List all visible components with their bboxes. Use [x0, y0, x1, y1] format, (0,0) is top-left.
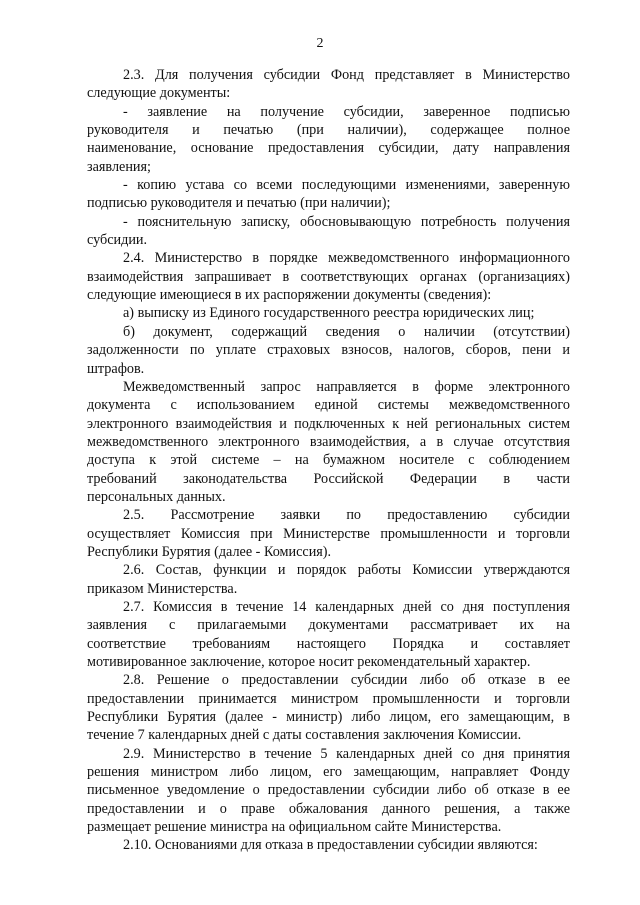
item-a-registry-extract	[87, 304, 570, 322]
text-line: письменное уведомление о предоставлении субсидии либо об отказе в ее	[87, 782, 570, 799]
para-2-7	[87, 598, 570, 671]
text-line: электронного взаимодействия и подключенных к ней региональных систем	[87, 415, 570, 432]
text-line: - пояснительную записку, обосновывающую потребность получения	[123, 213, 570, 230]
para-2-10	[87, 836, 570, 854]
text-line: 2.4. Министерство в порядке межведомственного информационного	[123, 250, 570, 267]
para-2-9	[87, 745, 570, 837]
text-line: б) документ, содержащий сведения о наличии (отсутствии)	[123, 323, 570, 340]
text-line: осуществляет Комиссия при Министерстве промышленности и торговли	[87, 525, 570, 542]
text-line: требований законодательства Российской Федерации в части	[87, 470, 570, 487]
text-line: следующие документы:	[87, 85, 231, 102]
text-line: Республики Бурятия (далее - министр) либо лицом, его замещающим, в	[87, 709, 570, 726]
text-line: а) выписку из Единого государственного реестра юридических лиц;	[123, 305, 535, 322]
text-line: размещает решение министра на официальном сайте Министерства.	[87, 819, 502, 836]
text-line: 2.9. Министерство в течение 5 календарных дней со дня принятия	[123, 745, 570, 762]
text-line: штрафов.	[87, 360, 145, 377]
text-line: мотивированное заключение, которое носит рекомендательный характер.	[87, 654, 531, 670]
page-number: 2	[316, 36, 324, 51]
text-line: следующие имеющиеся в их распоряжении документы (сведения):	[87, 287, 492, 304]
text-line: доступа к этой системе – на бумажном носителе с соблюдением	[87, 452, 570, 469]
para-2-4	[87, 249, 570, 304]
text-line: течение 7 календарных дней с даты составления заключения Комиссии.	[87, 727, 522, 744]
para-2-6	[87, 561, 570, 598]
text-line: руководителя и печатью (при наличии), содержащее полное	[87, 122, 570, 139]
para-2-5	[87, 506, 570, 561]
text-line: 2.6. Состав, функции и порядок работы Комиссии утверждаются	[123, 562, 570, 579]
text-line: 2.3. Для получения субсидии Фонд представляет в Министерство	[123, 67, 570, 83]
para-2-3	[87, 66, 570, 103]
para-interagency-request	[87, 378, 570, 506]
item-application	[87, 103, 570, 176]
text-line: соответствие требованиям настоящего Порядка и составляет	[87, 635, 570, 652]
item-b-debt-document	[87, 323, 570, 378]
text-line: документа с использованием единой системы межведомственного	[87, 397, 570, 414]
text-line: Республики Бурятия (далее - Комиссия).	[87, 543, 332, 560]
para-2-8	[87, 671, 570, 744]
text-line: приказом Министерства.	[87, 580, 238, 597]
text-line: межведомственного электронного взаимодействия, а в случае отсутствия	[87, 433, 570, 450]
item-explanatory-note	[87, 213, 570, 250]
text-line: наименование, основание предоставления субсидии, дату направления	[87, 140, 570, 157]
text-line: взаимодействия запрашивает в соответствующих органах (организациях)	[87, 268, 570, 285]
text-line: заявления с прилагаемыми документами рассматривает их на	[87, 617, 570, 634]
text-line: 2.7. Комиссия в течение 14 календарных дней со дня поступления	[123, 598, 570, 615]
text-line: предоставлении и о праве обжалования данного решения, а также	[87, 800, 570, 817]
text-line: 2.10. Основаниями для отказа в предоставлении субсидии являются:	[123, 837, 538, 854]
text-line: персональных данных.	[87, 488, 226, 505]
text-line: подписью руководителя и печатью (при наличии);	[87, 195, 391, 212]
text-line: задолженности по уплате страховых взносов, налогов, сборов, пени и	[87, 342, 570, 359]
item-charter-copy	[87, 176, 570, 213]
text-line: Межведомственный запрос направляется в форме электронного	[123, 378, 570, 395]
document-body	[87, 66, 570, 855]
text-line: субсидии.	[87, 232, 148, 249]
text-line: предоставлении принимается министром промышленности и торговли	[87, 690, 570, 707]
text-line: решения министром либо лицом, его замещающим, направляет Фонду	[87, 764, 570, 781]
text-line: - заявление на получение субсидии, заверенное подписью	[123, 103, 570, 120]
text-line: - копию устава со всеми последующими изменениями, заверенную	[123, 177, 570, 194]
text-line: заявления;	[87, 158, 151, 175]
text-line: 2.8. Решение о предоставлении субсидии либо об отказе в ее	[123, 672, 570, 689]
text-line: 2.5. Рассмотрение заявки по предоставлению субсидии	[123, 507, 570, 524]
